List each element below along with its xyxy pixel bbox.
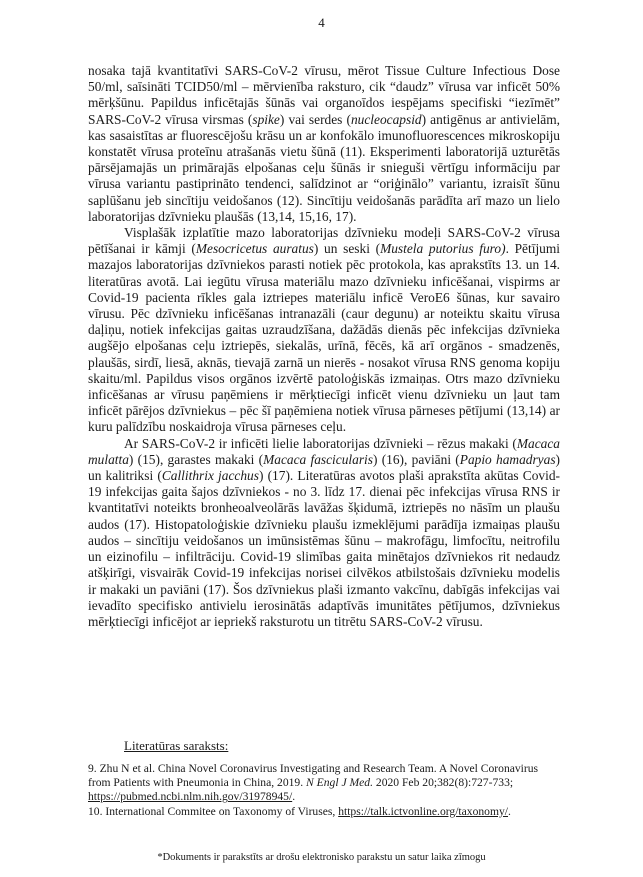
text-segment: . Pētījumi mazajos laboratorijas dzīvniekos parasti notiek pēc protokola, kas aprakstīts 13. un 14. literatūras avotā. Lai iegūtu vīrusa materiālu mazo dzīvnieku inficēšanai, vispirms ar Covid-19 pacienta rīkles gala iztriepes materiālu inficē VeroE6 šūnas, kur savairo vīrusu. Pēc dzīvnieku inficēšanas intranazāli (caur degunu) ar noteiktu skaitu vīrusa daļiņu, notiek infekcijas gaitas uzraudzīšana, dažādās dienās pēc infekcijas dzīvnieka augšējo elpošanas ceļu iztriepēs, siekalās, urīnā, fēcēs, kā arī orgānos - smadzenēs, plaušās, sirdī, liesā, aknās, tievajā zarnā un nierēs - nosakot vīrusa RNS genoma kopiju skaitu/ml. Papildus visos orgānos izvērtē patoloģiskās izmaiņas. Otrs mazo dzīvnieku inficēšanas ar vīrusu paņēmiens ir mērķtiecīgi inficēt vienu dzīvnieku un ļaut tam inficēt pārējos dzīvniekus – pēc šī paņēmiena notiek vīrusa pārneses pētījumi (13,14) ar kuru palīdzību noskaidroja vīrusa pārneses ceļu. xyxy=(88,241,560,435)
italic-term: nucleocapsid xyxy=(350,111,422,127)
text-segment: ) (17). Literatūras avotos plaši aprakstīta akūtas Covid-19 infekcijas gaita šajos dzīvniekos - no 3. līdz 17. dienai pēc infekcijas vīrusa RNS ir kvantitatīvi noteikts bronheoalveolārās lavāžas šķidumā, iztriepēs no nāsīm un plaušu audos (17). Histopatoloģiskie dzīvnieku plaušu izmeklējumi parādīja izmaiņas plaušu audos – sincītiju veidošanos un imūnsistēmas šūnu – makrofāgu, limfocītu, neitrofilu un eizinofilu – infiltrāciju. Covid-19 slimības gaita minētajos dzīvniekos rit nedaudz atšķirīgi, visvairāk Covid-19 infekcijas norisei cilvēkos atbilstošais dzīvnieku modelis ir makaki un paviāni (17). Šos dzīvniekus plaši izmanto vakcīnu, dabīgās infekcijas vai ievadīto specifisko antivielu ierosinātās adaptīvās imunitātes pētījumos, dzīvniekus mērķtiecīgi inficējot ar iepriekš raksturotu un titrētu SARS-CoV-2 vīrusu. xyxy=(88,468,560,629)
reference-link[interactable]: https://talk.ictvonline.org/taxonomy/ xyxy=(338,804,509,818)
reference-text: . xyxy=(508,804,511,818)
reference-text: 10. International Commitee on Taxonomy of Viruses, xyxy=(88,804,339,818)
reference-item-9 xyxy=(88,762,560,805)
reference-link[interactable]: https://pubmed.ncbi.nlm.nih.gov/31978945/ xyxy=(88,790,293,804)
page-number: 4 xyxy=(318,15,325,30)
paragraph-3 xyxy=(88,436,560,630)
italic-term: Papio hamadryas xyxy=(459,451,556,467)
italic-term: Macaca fascicularis xyxy=(263,451,373,467)
text-segment: nosaka tajā kvantitatīvi SARS-CoV-2 vīrusu, mērot Tissue Culture Infectious Dose 50/ml, saīsināti TCID50/ml – mērvienība raksturo, cik “daudz” vīrusa var inficēt 50% mērķšūnu. Papildus inficētajās šūnās vai organoīdos iespējams specifiski “iezīmēt” SARS-CoV-2 vīrusa virsmas ( xyxy=(88,63,560,127)
text-segment: ) antigēnus ar antivielām, kas sasaistītas ar fluorescējošu krāsu un ar konfokālo imunofluorescences mikroskopiju konstatēt vīrusa proteīnu atrašanās vietu šūnā (11). Eksperimenti laboratorijā uzturētās pārsējamajās un primārajās elpošanas ceļu šūnās ir snieguši vērtīgu informāciju par vīrusa variantu pastiprināto tendenci, salīdzinot ar “oriģinālo” variantu, izraisīt šūnu saplūšanu jeb sincītiju veidošanos (12). Sincītiju veidošanās parādīta arī mazo un lielo laboratorijas dzīvnieku plaušās (13,14, 15,16, 17). xyxy=(88,111,560,224)
references-list xyxy=(88,762,560,819)
reference-text: 2020 Feb 20;382(8):727-733; xyxy=(373,776,514,790)
italic-term: Mustela putorius furo) xyxy=(380,241,506,257)
italic-term: Mesocricetus auratus xyxy=(195,241,314,257)
italic-term: Callithrix jacchus xyxy=(161,468,259,484)
italic-term: Macaca mulatta xyxy=(88,435,560,467)
text-segment: Visplašāk izplatītie mazo laboratorijas dzīvnieku modeļi SARS-CoV-2 vīrusa pētīšanai ir kāmji ( xyxy=(88,225,560,257)
body-text xyxy=(88,63,560,630)
paragraph-2 xyxy=(88,225,560,436)
journal-name: N Engl J Med. xyxy=(306,776,373,790)
text-segment: ) (16), paviāni ( xyxy=(372,451,460,467)
reference-item-10 xyxy=(88,805,560,819)
references-heading: Literatūras saraksts: xyxy=(124,738,229,753)
text-segment: ) vai serdes ( xyxy=(279,111,351,127)
text-segment: Ar SARS-CoV-2 ir inficēti lielie laboratorijas dzīvnieki – rēzus makaki ( xyxy=(124,435,517,451)
reference-text: 9. Zhu N et al. China Novel Coronavirus Investigating and Research Team. A Novel Coronavirus from Patients with Pneumonia in China, 2019. xyxy=(88,762,539,790)
text-segment: ) un seski ( xyxy=(313,241,381,257)
italic-term: spike xyxy=(252,111,280,127)
text-segment: ) un kalitriksi ( xyxy=(88,451,560,484)
reference-text: . xyxy=(292,790,296,804)
signature-footnote: *Dokuments ir parakstīts ar drošu elektronisko parakstu un satur laika zīmogu xyxy=(157,852,486,863)
text-segment: ) (15), garastes makaki ( xyxy=(128,451,264,467)
paragraph-1 xyxy=(88,63,560,225)
